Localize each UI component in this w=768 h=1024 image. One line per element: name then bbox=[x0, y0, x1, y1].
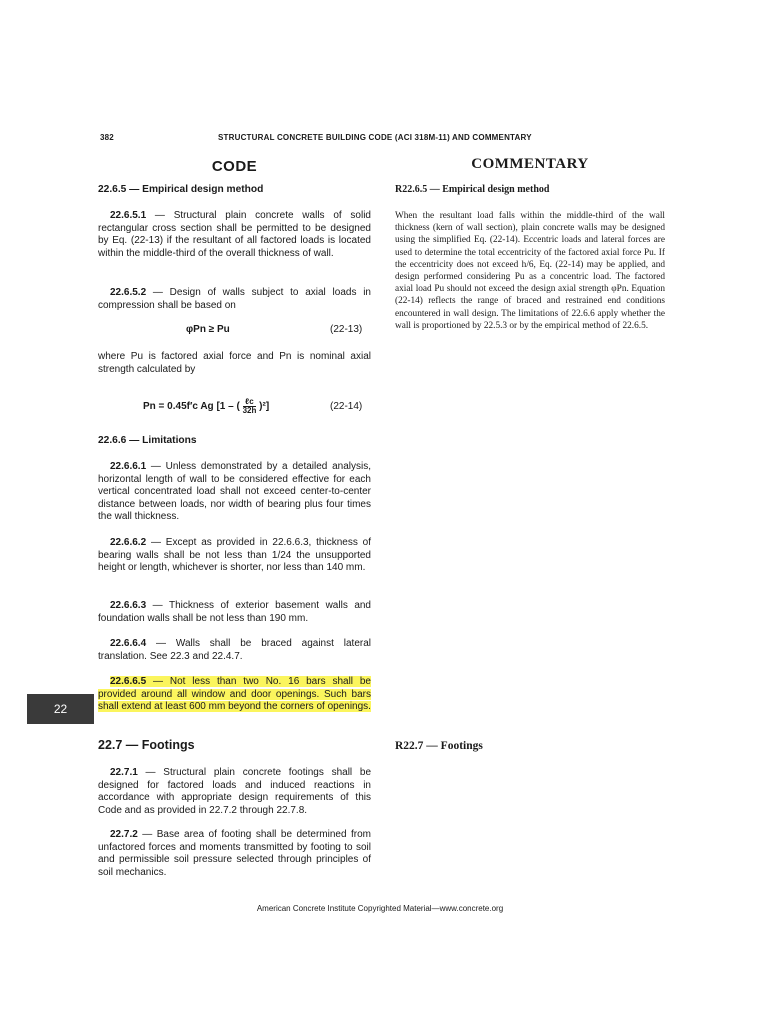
eq14-lhs: Pn = 0.45f′c Ag bbox=[143, 401, 214, 413]
para-text: — Structural plain concrete walls of solid rectangular cross section shall be permitted to be designed by Eq. (22-13) if the resultant of all factored loads is located within the middle-third of the overall thickness of wall. bbox=[98, 210, 371, 259]
para-number: 22.6.6.2 bbox=[110, 537, 147, 548]
code-heading: CODE bbox=[211, 158, 258, 175]
para-22-6-6-2 bbox=[98, 537, 371, 575]
section-22-6-6-title: 22.6.6 — Limitations bbox=[98, 435, 197, 446]
para-text: — Unless demonstrated by a detailed analysis, horizontal length of wall to be considered effective for each vertical concentrated load shall not exceed center-to-center distance between loads, nor width of bearing plus four times the wall thickness. bbox=[98, 461, 371, 523]
para-text: — Walls shall be braced against lateral translation. See 22.3 and 22.4.7. bbox=[98, 638, 371, 662]
para-text: — Except as provided in 22.6.6.3, thickness of bearing walls shall be not less than 1/24 the unsupported height or length, whichever is shorter, nor less than 140 mm. bbox=[98, 537, 371, 574]
para-text: — Base area of footing shall be determined from unfactored forces and moments transmitted by footing to soil and permissible soil pressure selected through principles of soil mechanics. bbox=[98, 829, 371, 878]
equation-22-14 bbox=[143, 398, 269, 415]
para-22-6-6-5 bbox=[98, 676, 371, 714]
where-text: where Pu is factored axial force and Pn is nominal axial strength calculated by bbox=[98, 351, 371, 375]
eq14-fraction bbox=[243, 398, 257, 415]
equation-22-14-number: (22-14) bbox=[330, 401, 363, 412]
eq14-bracket-close: )²] bbox=[259, 401, 270, 413]
commentary-r22-6-5-title: R22.6.5 — Empirical design method bbox=[395, 184, 550, 195]
para-22-6-6-1 bbox=[98, 461, 371, 524]
page-number: 382 bbox=[100, 133, 114, 142]
para-text: — Structural plain concrete footings shall be designed for factored loads and induced reactions in accordance with appropriate design requirements of this Code and as provided in 22.7.2 through 22.7.8. bbox=[98, 767, 371, 816]
para-number: 22.6.5.1 bbox=[110, 210, 147, 221]
para-number: 22.7.2 bbox=[110, 829, 138, 840]
section-22-7-title: 22.7 — Footings bbox=[98, 738, 195, 752]
highlight bbox=[98, 676, 371, 712]
para-22-6-6-4 bbox=[98, 638, 371, 663]
equation-22-13-number: (22-13) bbox=[330, 324, 363, 335]
para-22-7-1 bbox=[98, 767, 371, 817]
para-text: — Design of walls subject to axial loads in compression shall be based on bbox=[98, 287, 371, 311]
eq14-frac-top: ℓc bbox=[243, 398, 257, 407]
equation-22-13: φPn ≥ Pu bbox=[186, 324, 230, 335]
section-22-6-5-title: 22.6.5 — Empirical design method bbox=[98, 184, 264, 195]
commentary-r22-6-5-text: When the resultant load falls within the middle-third of the wall thickness (kern of wall section), plain concrete walls may be designed using the simplified Eq. (22-14). Eccentric loads and lateral forces are used to determine the total eccentricity of the factored axial force Pu. If the eccentricity does not exceed h/6, Eq. (22-14) may be applied, and design performed considering Pu as a concentric load. The factored axial load Pu should not exceed the design axial strength φPn. Equation (22-14) reflects the range of braced and restrained end conditions encountered in wall design. The limitations of 22.6.6 apply whether the wall is proportioned by 22.5.3 or by the empirical method of 22.6.5. bbox=[395, 211, 665, 331]
footer-copyright: American Concrete Institute Copyrighted Material—www.concrete.org bbox=[256, 904, 504, 913]
commentary-heading: COMMENTARY bbox=[471, 156, 589, 172]
para-number: 22.6.6.3 bbox=[110, 600, 147, 611]
para-number: 22.6.5.2 bbox=[110, 287, 147, 298]
para-number: 22.7.1 bbox=[110, 767, 138, 778]
para-number: 22.6.6.4 bbox=[110, 638, 147, 649]
para-number: 22.6.6.1 bbox=[110, 461, 147, 472]
para-text: — Thickness of exterior basement walls and foundation walls shall be not less than 190 mm. bbox=[98, 600, 371, 624]
para-text: — Not less than two No. 16 bars shall be provided around all window and door openings. Such bars shall extend at least 600 mm beyond the corners of openings. bbox=[98, 676, 371, 713]
para-22-7-2 bbox=[98, 829, 371, 879]
chapter-tab: 22 bbox=[27, 694, 94, 724]
para-22-6-5-1 bbox=[98, 210, 371, 260]
para-22-6-6-3 bbox=[98, 600, 371, 625]
commentary-r22-7-title: R22.7 — Footings bbox=[395, 740, 483, 752]
para-22-6-5-2 bbox=[98, 287, 371, 312]
eq14-bracket-open: [1 – ( bbox=[216, 401, 240, 413]
eq14-frac-bottom: 32h bbox=[242, 406, 257, 415]
header-title: STRUCTURAL CONCRETE BUILDING CODE (ACI 318M-11) AND COMMENTARY bbox=[218, 133, 532, 142]
para-number: 22.6.6.5 bbox=[110, 676, 147, 687]
